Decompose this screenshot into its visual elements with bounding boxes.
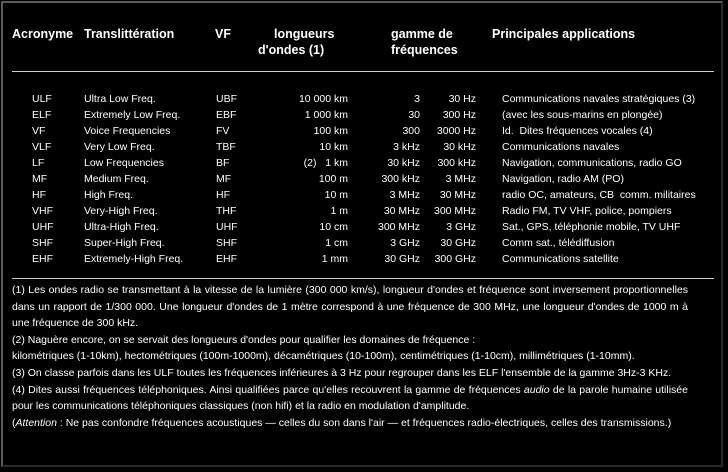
band-vf: UHF [216,221,238,233]
band-freq-min: 3 [414,93,420,105]
band-wavelength: 1 000 km [304,109,348,121]
frequency-table [0,91,696,267]
header-gamme-line1: gamme de [391,27,453,41]
header-vf: VF [215,27,231,41]
band-wavelength: 1 m [330,205,348,217]
band-wavelength: 100 m [318,173,348,185]
band-acronym: VLF [32,141,52,153]
band-wavelength: 10 km [319,141,348,153]
note-2-list: kilométriques (1-10km), hectométriques (100m-1000m), décamétriques (10-100m), centimétriques (1-10cm), millimétriques (1-10mm). [12,350,635,363]
band-applications: Communications satellite [502,253,619,265]
table-row [0,91,696,107]
band-applications: (avec les sous-marins en plongée) [502,109,663,121]
band-freq-max: 30 GHz [440,237,476,249]
header-translitteration: Translittération [84,27,175,41]
band-freq-min: 300 kHz [381,173,420,185]
table-row [0,187,696,203]
band-applications: Navigation, communications, radio GO [502,157,682,169]
band-vf: THF [216,205,237,217]
band-wavelength: 10 000 km [298,93,348,105]
band-vf: HF [216,189,230,201]
table-row [0,203,696,219]
band-translitteration: Extremely Low Freq. [84,109,181,121]
band-vf: MF [216,173,232,185]
band-translitteration: Extremely-High Freq. [84,253,184,265]
band-freq-max: 30 MHz [439,189,476,201]
notes-divider [12,278,714,279]
band-wavelength: 1 mm [321,253,348,265]
header-longueurs-line2: d'ondes (1) [258,43,325,57]
band-vf: UBF [216,93,237,105]
band-freq-min: 30 kHz [387,157,420,169]
band-freq-min: 30 [408,109,420,121]
band-acronym: VF [32,125,46,137]
band-freq-max: 3 MHz [445,173,476,185]
band-vf: EBF [216,109,237,121]
band-freq-min: 3 MHz [389,189,420,201]
band-vf: FV [216,125,230,137]
note-4-text: (4) Dites aussi fréquences téléphoniques. Ainsi qualifiées parce qu'elles recouvrent la gamme de fréquences [12,383,524,396]
band-applications: Id. Dites fréquences vocales (4) [502,125,653,137]
band-translitteration: Ultra Low Freq. [84,93,156,105]
header-gamme-line2: fréquences [391,43,458,57]
band-freq-max: 300 GHz [434,253,476,265]
note-4-emphasis: audio [523,383,550,396]
band-translitteration: Ultra-High Freq. [84,221,159,233]
note-3: (3) On classe parfois dans les ULF toutes les fréquences inférieures à 3 Hz pour regrouper dans les ELF l'ensemble de la gamme 3Hz-3 KHz. [12,366,672,379]
band-translitteration: High Freq. [84,189,134,201]
footnotes [12,282,688,431]
band-acronym: VHF [32,205,53,217]
band-freq-min: 3 GHz [390,237,420,249]
band-acronym: SHF [32,237,53,249]
band-applications: Comm sat., télédiffusion [502,237,615,249]
table-row [0,107,696,123]
band-acronym: MF [32,173,48,185]
band-freq-max: 30 Hz [448,93,476,105]
table-row [0,251,696,267]
band-freq-max: 3 GHz [446,221,476,233]
band-freq-min: 3 kHz [393,141,420,153]
band-freq-max: 300 kHz [437,157,476,169]
band-translitteration: Voice Frequencies [84,125,171,137]
attention-paren: ( [12,416,16,429]
band-freq-max: 300 MHz [433,205,476,217]
table-row [0,171,696,187]
band-freq-max: 3000 Hz [436,125,476,137]
band-applications: Communications navales stratégiques (3) [502,93,696,105]
header-divider [12,71,714,72]
band-vf: SHF [216,237,237,249]
band-wavelength: 10 m [324,189,348,201]
note-1: (1) Les ondes radio se transmettant à la vitesse de la lumière (300 000 km/s), longueur d'ondes et fréquence sont inversement proportionnelles dans un rapport de 1/300 000. Une longueur d'ondes de 1 mètre correspond à une fréquence de 300 MHz, une longueur d'ondes de 1000 m à une fréquence de 300 kHz. [12,284,688,330]
attention-text: : Ne pas confondre fréquences acoustiques — celles du son dans l'air — et fréquences radio-électriques, celles des transmissions.) [56,416,672,429]
band-wavelength: (2) 1 km [303,157,348,169]
table-row [0,139,696,155]
band-acronym: ELF [32,109,52,121]
band-vf: EHF [216,253,237,265]
band-translitteration: Medium Freq. [84,173,149,185]
band-applications: Radio FM, TV VHF, police, pompiers [502,205,672,217]
band-applications: Sat., GPS, téléphonie mobile, TV UHF [502,221,681,233]
table-row [0,219,696,235]
band-translitteration: Super-High Freq. [84,237,165,249]
band-freq-min: 300 MHz [377,221,420,233]
note-2-intro: (2) Naguère encore, on se servait des longueurs d'ondes pour qualifier les domaines de fréquence : [12,333,476,346]
band-vf: TBF [216,141,236,153]
note-4 [12,382,688,415]
band-applications: Navigation, radio AM (PO) [502,173,624,185]
band-acronym: EHF [32,253,53,265]
band-freq-max: 30 kHz [443,141,476,153]
band-translitteration: Very Low Freq. [84,141,155,153]
band-wavelength: 10 cm [319,221,348,233]
attention-label: Attention [15,416,57,429]
band-acronym: UHF [32,221,54,233]
header-applications: Principales applications [492,27,636,41]
table-row [0,235,696,251]
band-wavelength: 100 km [313,125,348,137]
band-acronym: LF [32,157,45,169]
band-vf: BF [216,157,230,169]
band-freq-min: 30 GHz [384,253,420,265]
band-freq-min: 300 [402,125,420,137]
band-applications: Communications navales [502,141,620,153]
table-row [0,155,696,171]
band-acronym: HF [32,189,46,201]
note-4-text-end: de la parole humaine utilisée pour les communications téléphoniques classiques (non hifi) et la radio en modulation d'amplitude. [12,383,688,413]
band-translitteration: Low Frequencies [84,157,164,169]
band-freq-max: 300 Hz [442,109,476,121]
band-freq-min: 30 MHz [383,205,420,217]
header-longueurs-line1: longueurs [274,27,335,41]
band-acronym: ULF [32,93,52,105]
attention-note [12,415,688,432]
table-row [0,123,696,139]
band-wavelength: 1 cm [325,237,348,249]
header-acronyme: Acronyme [12,27,74,41]
band-translitteration: Very-High Freq. [84,205,158,217]
band-applications: radio OC, amateurs, CB comm. militaires [502,189,696,201]
